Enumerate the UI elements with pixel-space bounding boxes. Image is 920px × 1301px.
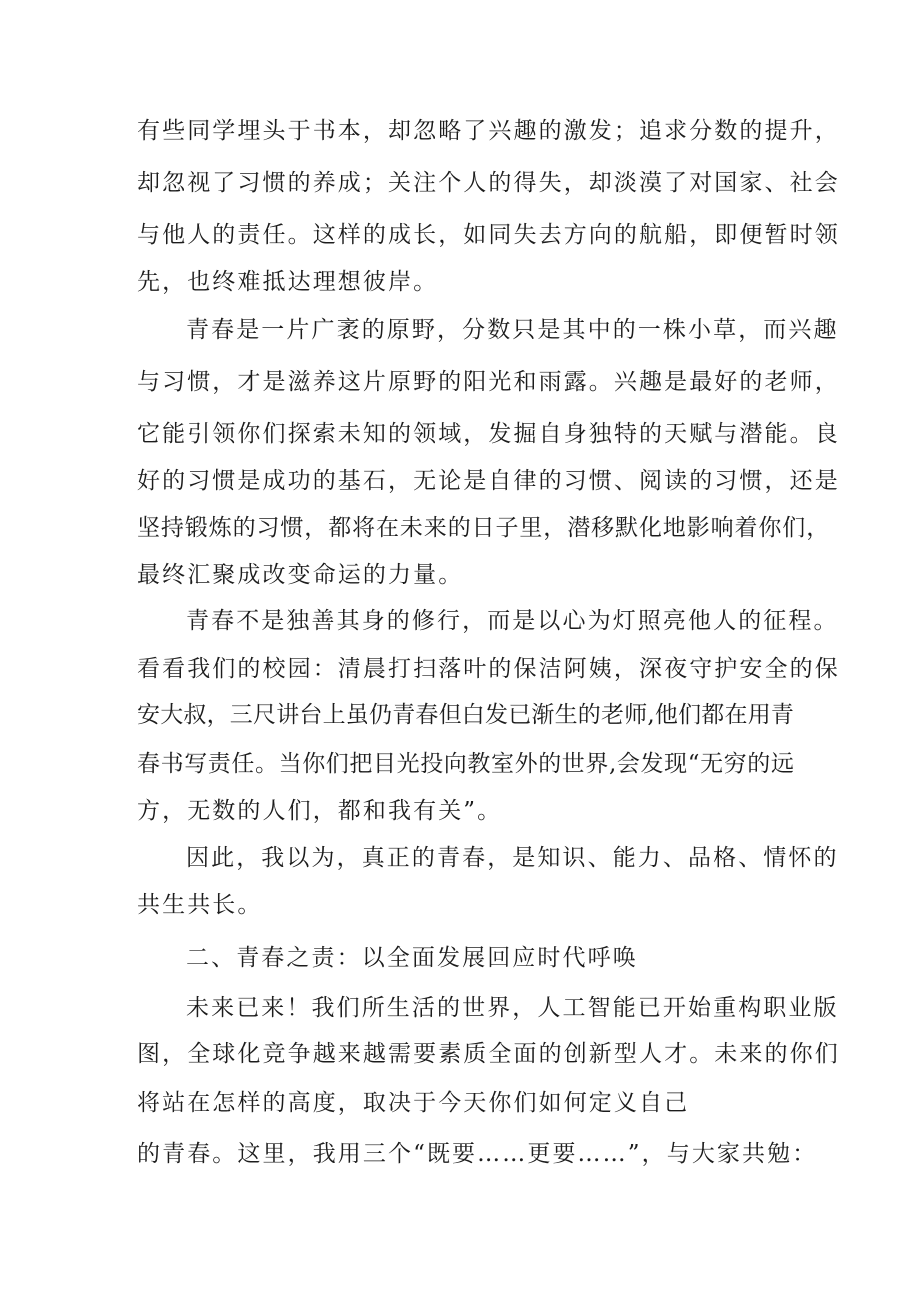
text-line: 好的习惯是成功的基石，无论是自律的习惯、阅读的习惯，还是: [137, 468, 840, 494]
text-line: 的青春。这里，我用三个“既要……更要……”，与大家共勉：: [137, 1141, 818, 1167]
text-line: 与习惯，才是滋养这片原野的阳光和雨露。兴趣是最好的老师，: [137, 369, 840, 395]
text-line: 安大叔，三尺讲台上虽仍青春但白发已渐生的老师,他们都在用青: [137, 702, 795, 728]
text-line: 将站在怎样的高度，取决于今天你们如何定义自己: [137, 1090, 690, 1116]
text-line: 共生共长。: [137, 892, 263, 918]
paragraph-first-line: 未来已来！我们所生活的世界，人工智能已开始重构职业版: [186, 995, 839, 1021]
text-line: 坚持锻炼的习惯，都将在未来的日子里，潜移默化地影响着你们，: [137, 515, 831, 541]
paragraph-first-line: 青春是一片广袤的原野，分数只是其中的一株小草，而兴趣: [186, 317, 839, 343]
text-line: 有些同学埋头于书本，却忽略了兴趣的激发；追求分数的提升，: [137, 118, 840, 144]
paragraph-first-line: 因此，我以为，真正的青春，是知识、能力、品格、情怀的: [186, 845, 839, 871]
text-line: 图，全球化竞争越来越需要素质全面的创新型人才。未来的你们: [137, 1041, 840, 1067]
text-line: 却忽视了习惯的养成；关注个人的得失，却淡漠了对国家、社会: [137, 170, 840, 196]
text-line: 最终汇聚成改变命运的力量。: [137, 562, 464, 588]
text-line: 先，也终难抵达理想彼岸。: [137, 269, 439, 295]
text-line: 春书写责任。当你们把目光投向教室外的世界,会发现“无穷的远: [137, 751, 795, 777]
paragraph-first-line: 青春不是独善其身的修行，而是以心为灯照亮他人的征程。: [186, 608, 839, 634]
text-line: 与他人的责任。这样的成长，如同失去方向的航船，即便暂时领: [137, 222, 840, 248]
text-line: 它能引领你们探索未知的领域，发掘自身独特的天赋与潜能。良: [137, 421, 840, 447]
section-heading: 二、青春之责：以全面发展回应时代呼唤: [186, 945, 638, 971]
text-line: 看看我们的校园：清晨打扫落叶的保洁阿姨，深夜守护安全的保: [137, 656, 840, 682]
text-line: 方，无数的人们，都和我有关”。: [137, 798, 503, 824]
